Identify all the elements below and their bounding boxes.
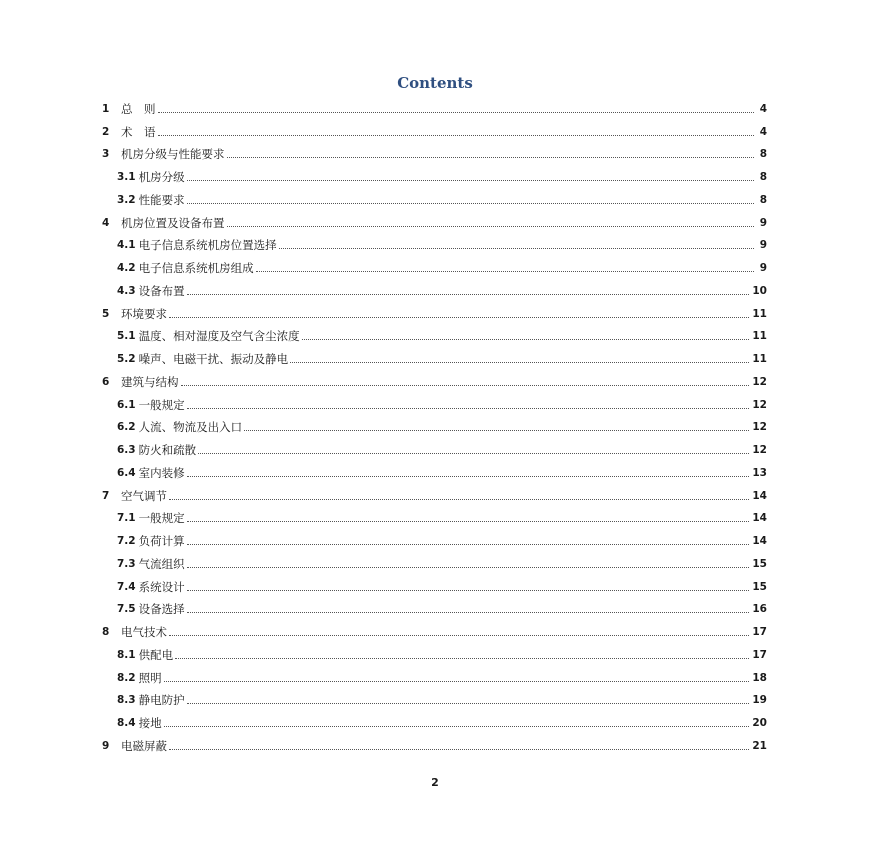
dot-leader <box>187 611 750 613</box>
dot-leader <box>169 634 749 636</box>
toc-entry[interactable] <box>102 662 767 685</box>
toc-entry-page: 15 <box>752 580 767 593</box>
toc-entry-page: 11 <box>752 330 767 343</box>
dot-leader <box>187 566 750 568</box>
toc-entry[interactable] <box>102 343 767 366</box>
toc-entry-number: 6.3 <box>117 444 136 456</box>
toc-entry-label: 机房分级 <box>138 170 185 184</box>
toc-entry-label: 机房位置及设备布置 <box>121 215 225 230</box>
toc-entry-page: 20 <box>752 717 767 729</box>
toc-entry-label: 电子信息系统机房组成 <box>138 261 254 275</box>
toc-entry-label: 设备布置 <box>138 283 185 298</box>
dot-leader <box>198 452 749 454</box>
dot-leader <box>175 657 749 659</box>
toc-entry[interactable] <box>102 571 767 594</box>
toc-entry-number: 4 <box>102 216 110 229</box>
toc-entry[interactable] <box>102 161 767 184</box>
toc-entry-number: 5 <box>102 307 110 320</box>
dot-leader <box>227 156 755 158</box>
dot-leader <box>187 589 750 591</box>
toc-entry-label: 供配电 <box>138 647 174 662</box>
toc-entry-label: 电气技术 <box>121 625 167 639</box>
toc-entry[interactable] <box>102 434 767 457</box>
toc-entry-label: 负荷计算 <box>138 534 185 548</box>
toc-entry-number: 3 <box>102 148 110 161</box>
toc-entry-page: 4 <box>759 125 767 138</box>
dot-leader <box>187 702 750 704</box>
table-of-contents <box>102 93 767 753</box>
toc-entry[interactable] <box>102 639 767 662</box>
toc-entry-page: 18 <box>752 671 767 684</box>
toc-entry-page: 12 <box>752 444 767 456</box>
dot-leader <box>169 498 749 500</box>
dot-leader <box>169 316 749 318</box>
toc-entry-label: 照明 <box>138 670 162 685</box>
toc-entry-number: 6 <box>102 375 110 388</box>
toc-entry-page: 14 <box>752 535 767 547</box>
toc-entry[interactable] <box>102 207 767 230</box>
toc-entry-label: 系统设计 <box>138 579 185 594</box>
toc-entry-label: 人流、物流及出入口 <box>138 420 243 435</box>
toc-entry-number: 7.2 <box>117 535 136 547</box>
toc-entry-page: 9 <box>759 239 767 252</box>
toc-entry-label: 防火和疏散 <box>138 443 197 457</box>
toc-entry-number: 4.2 <box>117 262 136 274</box>
dot-leader <box>181 384 750 386</box>
toc-entry[interactable] <box>102 275 767 298</box>
toc-entry-page: 8 <box>759 171 767 183</box>
dot-leader <box>187 202 754 204</box>
toc-entry-number: 7.1 <box>117 512 136 525</box>
toc-entry-number: 4.3 <box>117 284 136 297</box>
toc-entry[interactable] <box>102 707 767 730</box>
toc-entry[interactable] <box>102 298 767 321</box>
toc-entry-label: 气流组织 <box>138 556 185 571</box>
toc-entry-number: 7 <box>102 489 110 502</box>
toc-entry-page: 11 <box>752 353 767 365</box>
toc-entry-number: 5.2 <box>117 353 136 365</box>
toc-entry-label: 接地 <box>138 716 162 730</box>
toc-entry[interactable] <box>102 184 767 207</box>
toc-entry[interactable] <box>102 252 767 275</box>
toc-entry[interactable] <box>102 366 767 389</box>
toc-entry-page: 9 <box>759 216 767 229</box>
toc-entry-number: 9 <box>102 739 110 752</box>
page-number-footer: 2 <box>431 776 439 789</box>
toc-entry-label: 建筑与结构 <box>121 374 179 389</box>
toc-entry-page: 12 <box>752 375 767 388</box>
toc-entry-page: 17 <box>752 648 767 661</box>
toc-entry-page: 12 <box>752 421 767 434</box>
toc-entry-page: 17 <box>752 626 767 638</box>
toc-entry[interactable] <box>102 321 767 344</box>
dot-leader <box>187 475 750 477</box>
dot-leader <box>290 361 749 363</box>
toc-entry-label: 环境要求 <box>121 306 167 321</box>
toc-entry-number: 8 <box>102 626 110 638</box>
toc-entry-label: 性能要求 <box>138 192 185 207</box>
toc-entry-page: 4 <box>759 102 767 115</box>
toc-entry-number: 6.4 <box>117 466 136 479</box>
toc-entry[interactable] <box>102 594 767 617</box>
toc-entry[interactable] <box>102 480 767 503</box>
dot-leader <box>187 179 754 181</box>
toc-entry-page: 21 <box>752 739 767 752</box>
toc-entry-page: 9 <box>759 262 767 274</box>
toc-entry-page: 8 <box>759 148 767 161</box>
dot-leader <box>169 748 749 750</box>
toc-entry-number: 8.4 <box>117 717 136 729</box>
toc-entry-label: 设备选择 <box>138 602 185 617</box>
toc-entry-label: 一般规定 <box>138 511 185 526</box>
toc-entry-number: 8.3 <box>117 694 136 707</box>
toc-title: Contents <box>397 74 473 92</box>
toc-entry-page: 13 <box>752 466 767 479</box>
dot-leader <box>164 680 750 682</box>
toc-entry-page: 15 <box>752 557 767 570</box>
toc-entry-page: 11 <box>752 307 767 320</box>
toc-entry-label: 电磁屏蔽 <box>121 738 167 753</box>
dot-leader <box>158 111 755 113</box>
toc-entry-number: 8.1 <box>117 648 136 661</box>
toc-entry-label: 噪声、电磁干扰、振动及静电 <box>138 352 289 366</box>
toc-entry[interactable] <box>102 412 767 435</box>
dot-leader <box>187 293 750 295</box>
dot-leader <box>164 725 750 727</box>
toc-entry[interactable] <box>102 685 767 708</box>
toc-entry-page: 14 <box>752 489 767 502</box>
toc-entry-page: 8 <box>759 193 767 206</box>
toc-entry-number: 6.1 <box>117 398 136 411</box>
dot-leader <box>244 429 749 431</box>
toc-entry-label: 静电防护 <box>138 693 185 708</box>
dot-leader <box>256 270 754 272</box>
toc-entry-label: 总 则 <box>121 101 156 116</box>
toc-entry[interactable] <box>102 503 767 526</box>
toc-entry[interactable] <box>102 389 767 412</box>
toc-entry-label: 一般规定 <box>138 397 185 412</box>
toc-entry-number: 3.2 <box>117 193 136 206</box>
dot-leader <box>227 225 755 227</box>
toc-entry[interactable] <box>102 139 767 162</box>
dot-leader <box>187 520 750 522</box>
toc-entry-number: 6.2 <box>117 421 136 434</box>
toc-entry-number: 5.1 <box>117 330 136 343</box>
toc-entry-page: 14 <box>752 512 767 525</box>
toc-entry-label: 室内装修 <box>138 465 185 480</box>
toc-entry-number: 8.2 <box>117 671 136 684</box>
dot-leader <box>158 134 755 136</box>
toc-entry-number: 2 <box>102 125 110 138</box>
toc-entry-label: 电子信息系统机房位置选择 <box>138 238 277 253</box>
toc-entry-page: 12 <box>752 398 767 411</box>
toc-entry-label: 机房分级与性能要求 <box>121 147 225 162</box>
toc-entry[interactable] <box>102 730 767 753</box>
dot-leader <box>302 338 750 340</box>
toc-entry[interactable] <box>102 116 767 139</box>
toc-entry[interactable] <box>102 457 767 480</box>
toc-entry[interactable] <box>102 230 767 253</box>
toc-entry-page: 10 <box>752 284 767 297</box>
toc-entry[interactable] <box>102 93 767 116</box>
toc-entry[interactable] <box>102 616 767 639</box>
toc-entry-number: 3.1 <box>117 171 136 183</box>
toc-entry-page: 19 <box>752 694 767 707</box>
toc-entry-number: 1 <box>102 102 110 115</box>
toc-entry-number: 7.5 <box>117 603 136 616</box>
toc-entry-number: 7.4 <box>117 580 136 593</box>
toc-entry-label: 空气调节 <box>121 488 167 503</box>
toc-entry-label: 温度、相对湿度及空气含尘浓度 <box>138 329 300 344</box>
dot-leader <box>187 543 750 545</box>
toc-entry-page: 16 <box>752 603 767 616</box>
dot-leader <box>279 247 754 249</box>
toc-entry[interactable] <box>102 548 767 571</box>
toc-entry-label: 术 语 <box>121 124 156 139</box>
dot-leader <box>187 407 750 409</box>
toc-entry-number: 4.1 <box>117 239 136 252</box>
toc-entry-number: 7.3 <box>117 557 136 570</box>
toc-entry[interactable] <box>102 525 767 548</box>
